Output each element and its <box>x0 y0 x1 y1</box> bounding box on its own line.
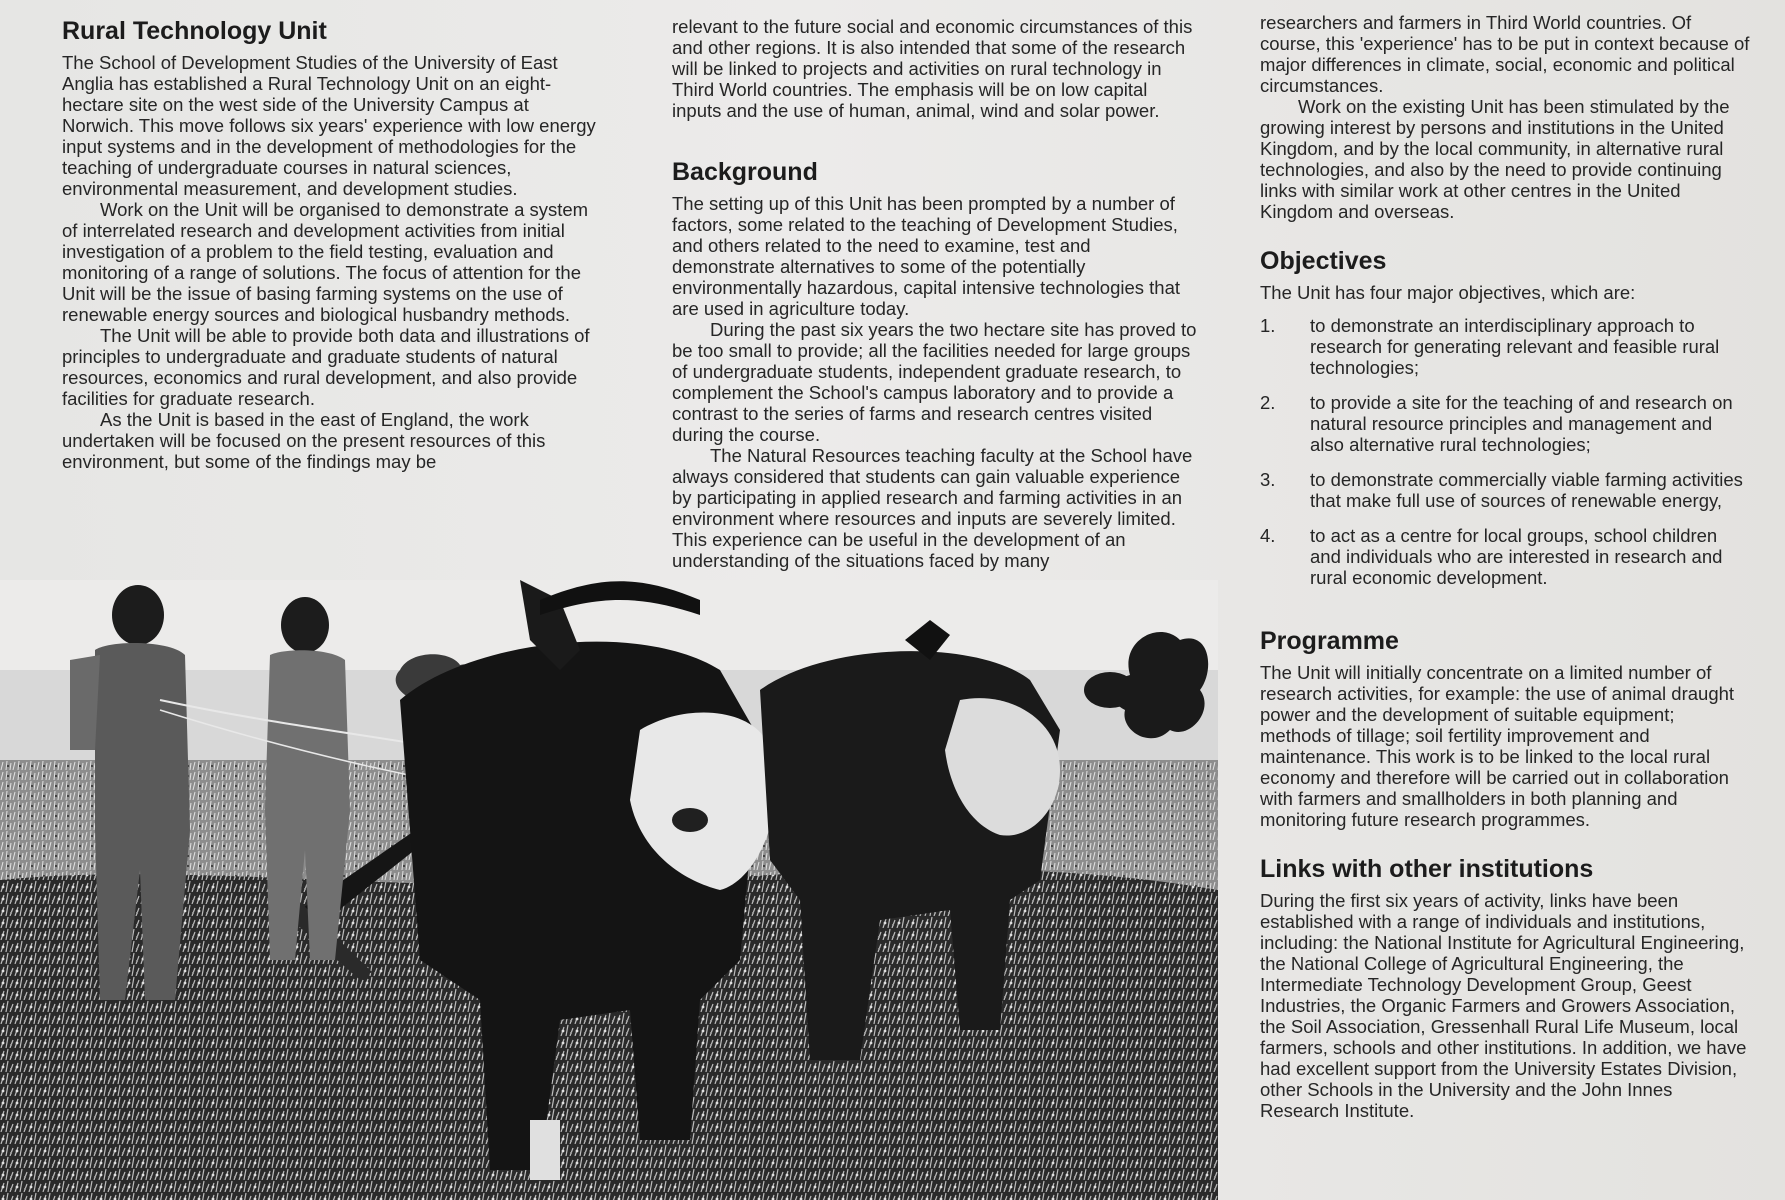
data-paragraph: The Unit will be able to provide both data and illustrations of principles to undergraduate and graduate students of natural resources, economics and rural development, and also provide facilities for graduate research. <box>62 325 590 409</box>
objective-text: to provide a site for the teaching of and research on natural resource principles and management and also alternative rural technologies; <box>1310 392 1733 455</box>
heading-programme: Programme <box>1260 627 1399 655</box>
objective-item <box>1260 315 1750 378</box>
objective-text: to act as a centre for local groups, school children and individuals who are interested in research and rural economic development. <box>1310 525 1723 588</box>
programme-paragraph: The Unit will initially concentrate on a limited number of research activities, for example: the use of animal draught power and the development of suitable equipment; methods of tillage; soil fertility improvement and maintenance. This work is to be linked to the local rural economy and therefore will be carried out in collaboration with farmers and smallholders in both planning and monitoring future research programmes. <box>1260 662 1735 830</box>
heading-objectives: Objectives <box>1260 247 1387 275</box>
heading-links: Links with other institutions <box>1260 855 1594 883</box>
stimulated-paragraph: Work on the existing Unit has been stimulated by the growing interest by persons and institutions in the United Kingdom, and by the local community, in alternative rural technologies, and also by the need to provide continuing links with similar work at other centres in the United Kingdom and overseas. <box>1260 96 1730 222</box>
objectives-list <box>1260 315 1750 588</box>
column-middle <box>672 16 1197 571</box>
context-paragraph: researchers and farmers in Third World countries. Of course, this 'experience' has to be put in context because of major differences in climate, social, economic and political circumstances. <box>1260 12 1750 96</box>
objectives-intro: The Unit has four major objectives, which are: <box>1260 282 1636 303</box>
background-paragraph-1: The setting up of this Unit has been prompted by a number of factors, some related to the teaching of Development Studies, and others related to the need to examine, test and demonstrate alternatives to some of the potentially environmentally hazardous, capital intensive technologies that are used in agriculture today. <box>672 193 1181 319</box>
work-paragraph: Work on the Unit will be organised to demonstrate a system of interrelated research and development activities from initial investigation of a problem to the field testing, evaluation and monitoring of a range of solutions. The focus of attention for the Unit will be the issue of basing farming systems on the use of renewable energy sources and biological husbandry methods. <box>62 199 589 325</box>
oxen-plough-photo <box>0 580 1218 1200</box>
objective-item <box>1260 469 1750 511</box>
objective-item <box>1260 392 1750 455</box>
background-paragraph-3: The Natural Resources teaching faculty at the School have always considered that students can gain valuable experience by participating in applied research and farming activities in an environment where resources and inputs are severely limited. This experience can be useful in the development of an understanding of the situations faced by many <box>672 445 1193 571</box>
objective-text: to demonstrate commercially viable farming activities that make full use of sources of renewable energy, <box>1310 469 1743 511</box>
column-left <box>62 16 597 472</box>
objective-number: 2. <box>1260 392 1276 413</box>
links-paragraph: During the first six years of activity, links have been established with a range of individuals and institutions, including: the National Institute for Agricultural Engineering, the National College of Agricultural Engineering, the Intermediate Technology Development Group, Geest Industries, the Organic Farmers and Growers Association, the Soil Association, Gressenhall Rural Life Museum, local farmers, schools and other institutions. In addition, we have had excellent support from the University Estates Division, other Schools in the University and the John Innes Research Institute. <box>1260 890 1747 1121</box>
intro-paragraph: The School of Development Studies of the University of East Anglia has established a Rural Technology Unit on an eight-hectare site on the west side of the University Campus at Norwich. This move follows six years' experience with low energy input systems and in the development of methodologies for the teaching of undergraduate courses in natural sciences, environmental measurement, and development studies. <box>62 52 596 199</box>
east-england-paragraph: As the Unit is based in the east of England, the work undertaken will be focused on the present resources of this environment, but some of the findings may be <box>62 409 546 472</box>
heading-background: Background <box>672 158 818 186</box>
objective-number: 1. <box>1260 315 1276 336</box>
objective-number: 4. <box>1260 525 1276 546</box>
objective-text: to demonstrate an interdisciplinary approach to research for generating relevant and feasible rural technologies; <box>1310 315 1720 378</box>
objective-number: 3. <box>1260 469 1276 490</box>
continuation-paragraph: relevant to the future social and economic circumstances of this and other regions. It is also intended that some of the research will be linked to projects and activities on rural technology in Third World countries. The emphasis will be on low capital inputs and the use of human, animal, wind and solar power. <box>672 16 1193 121</box>
column-right <box>1260 12 1750 1121</box>
background-paragraph-2: During the past six years the two hectare site has proved to be too small to provide; all the facilities needed for large groups of undergraduate students, independent graduate research, to complement the School's campus laboratory and to provide a contrast to the series of farms and research centres visited during the course. <box>672 319 1197 445</box>
objective-item <box>1260 525 1750 588</box>
heading-rural-technology-unit: Rural Technology Unit <box>62 17 327 45</box>
